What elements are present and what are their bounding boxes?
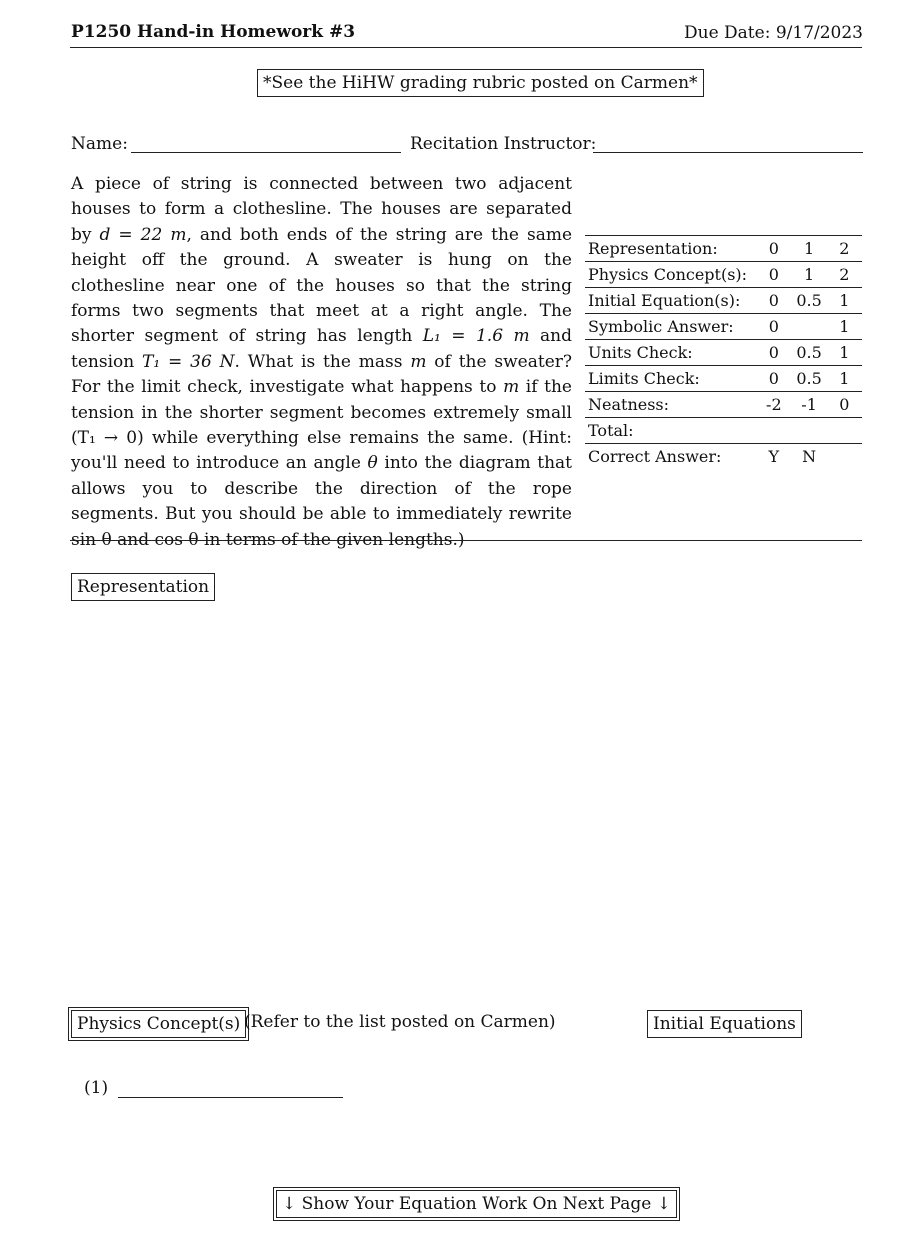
var-m: m xyxy=(410,351,427,372)
grading-points[interactable]: 1 xyxy=(827,366,862,392)
grading-points[interactable]: 0 xyxy=(756,314,791,340)
grading-row xyxy=(585,314,862,340)
recitation-instructor-field-line[interactable] xyxy=(593,152,863,153)
grading-category: Units Check: xyxy=(585,340,756,366)
recitation-instructor-label: Recitation Instructor: xyxy=(410,134,597,154)
grading-points[interactable] xyxy=(827,418,862,444)
rubric-note-box: *See the HiHW grading rubric posted on Carmen* xyxy=(257,69,704,97)
grading-row xyxy=(585,366,862,392)
concept-item-number: (1) xyxy=(84,1078,109,1098)
homework-title: P1250 Hand-in Homework #3 xyxy=(71,22,356,42)
next-page-notice: ↓ Show Your Equation Work On Next Page ↓ xyxy=(276,1190,677,1218)
grading-points[interactable]: -1 xyxy=(791,392,826,418)
grading-points[interactable]: 1 xyxy=(791,236,826,262)
grading-points[interactable]: 0.5 xyxy=(791,288,826,314)
grading-category: Neatness: xyxy=(585,392,756,418)
grading-points[interactable]: N xyxy=(802,447,817,466)
grading-points[interactable]: 1 xyxy=(827,340,862,366)
grading-points[interactable]: 1 xyxy=(791,262,826,288)
grading-category: Total: xyxy=(585,418,756,444)
concept-answer-line[interactable] xyxy=(118,1097,343,1098)
grading-points[interactable]: 2 xyxy=(827,236,862,262)
grading-points[interactable]: 0 xyxy=(827,392,862,418)
grading-category: Correct Answer: xyxy=(588,447,722,466)
cos-theta: cos θ xyxy=(154,529,199,550)
name-label: Name: xyxy=(71,134,128,154)
var-m-2: m xyxy=(503,377,520,398)
grading-category: Symbolic Answer: xyxy=(585,314,756,340)
grading-points[interactable]: 2 xyxy=(827,262,862,288)
grading-row xyxy=(585,392,862,418)
var-theta: θ xyxy=(367,453,378,474)
grading-rubric-table xyxy=(585,235,862,469)
grading-points[interactable] xyxy=(756,418,791,444)
grading-row xyxy=(585,262,862,288)
grading-row xyxy=(585,236,862,262)
grading-points[interactable] xyxy=(791,418,826,444)
problem-statement: A piece of string is connected between two adjacent houses to form a clothesline. The houses are separated by d = 22 m, and both ends of the string are the same height off the ground. A sweater is hung on the clothesline near one of the houses so that the string forms two segments that meet at a right angle. The shorter segment of string has length L₁ = 1.6 m and tension T₁ = 36 N. What is the mass m of the sweater? For the limit check, investigate what happens to m if the tension in the shorter segment becomes extremely small (T₁ → 0) while everything else remains the same. (Hint: you'll need to introduce an angle θ into the diagram that allows you to describe the direction of the rope segments. But you should be able to immediately rewrite sin θ and cos θ in terms of the given lengths.) xyxy=(71,174,573,550)
grading-points[interactable]: 1 xyxy=(827,288,862,314)
representation-section-label: Representation xyxy=(71,573,215,601)
grading-category: Limits Check: xyxy=(585,366,756,392)
grading-points[interactable]: 0 xyxy=(756,340,791,366)
initial-equations-section-label: Initial Equations xyxy=(647,1010,802,1038)
section-divider xyxy=(70,540,862,541)
due-date: Due Date: 9/17/2023 xyxy=(684,23,863,43)
grading-points[interactable] xyxy=(791,314,826,340)
var-T1: T₁ = 36 N xyxy=(142,351,235,372)
grading-row xyxy=(585,340,862,366)
var-d: d = 22 m xyxy=(99,224,187,245)
grading-points[interactable]: 0 xyxy=(756,366,791,392)
limit-expression: (T₁ → 0) xyxy=(71,428,144,449)
grading-points[interactable]: 0.5 xyxy=(791,366,826,392)
grading-row xyxy=(585,418,862,444)
grading-points[interactable]: 0 xyxy=(756,288,791,314)
grading-row xyxy=(585,288,862,314)
grading-points[interactable]: -2 xyxy=(756,392,791,418)
grading-points[interactable] xyxy=(827,444,862,470)
grading-category: Representation: xyxy=(585,236,756,262)
grading-row xyxy=(585,444,862,470)
grading-points[interactable]: Y xyxy=(768,447,780,466)
grading-points[interactable]: 0 xyxy=(756,262,791,288)
grading-points[interactable]: 0.5 xyxy=(791,340,826,366)
header-divider xyxy=(70,47,862,48)
grading-points[interactable]: 1 xyxy=(827,314,862,340)
name-field-line[interactable] xyxy=(131,152,401,153)
grading-category: Physics Concept(s): xyxy=(585,262,756,288)
var-L1: L₁ = 1.6 m xyxy=(422,326,530,347)
grading-category: Initial Equation(s): xyxy=(585,288,756,314)
sin-theta: sin θ xyxy=(71,529,112,550)
grading-points[interactable]: 0 xyxy=(756,236,791,262)
physics-concepts-section-label: Physics Concept(s) xyxy=(71,1010,246,1038)
physics-concepts-note: (Refer to the list posted on Carmen) xyxy=(244,1012,556,1032)
